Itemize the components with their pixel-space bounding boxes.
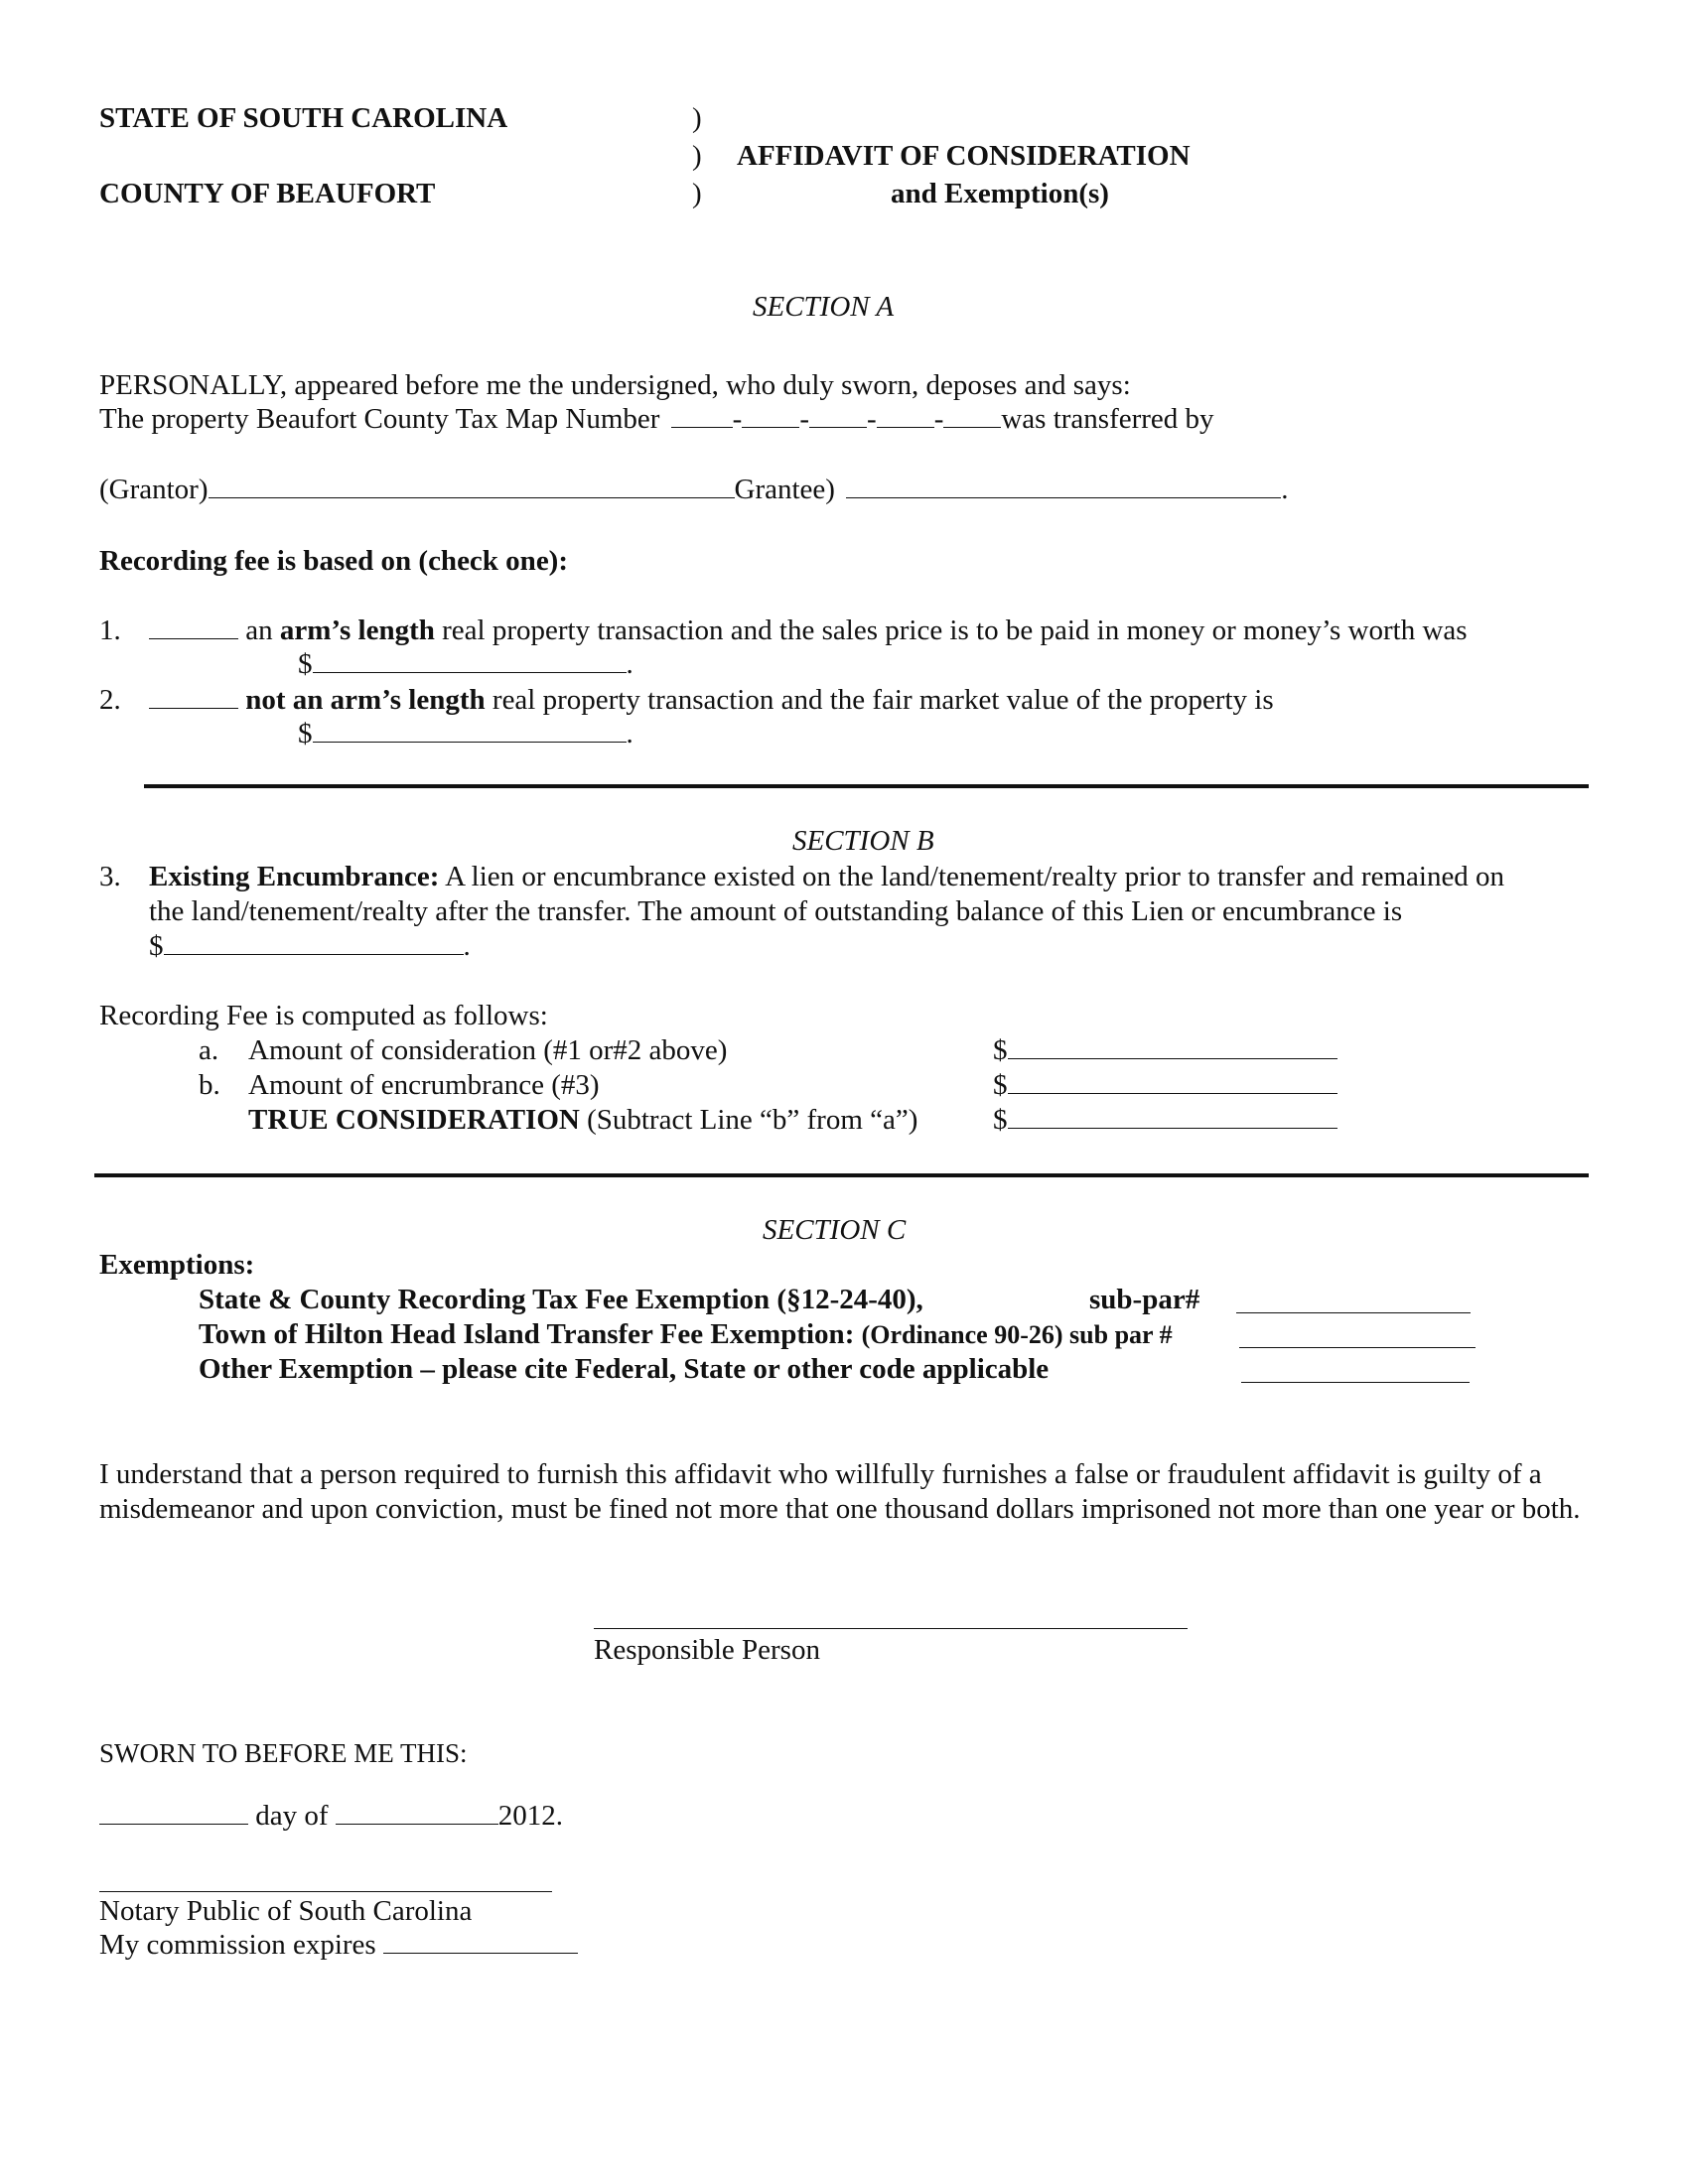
item-1-line [149, 614, 1468, 648]
section-a-divider [144, 784, 1589, 788]
personally-intro: PERSONALLY, appeared before me the undersigned, who duly sworn, deposes and says: [99, 369, 1131, 401]
item-3-line-2: the land/tenement/realty after the transfer. The amount of outstanding balance of this Lien or encumbrance is [149, 895, 1403, 927]
item-3-amount-field[interactable] [164, 930, 464, 955]
exemption-1-field[interactable] [1236, 1312, 1471, 1313]
true-consideration-amount [993, 1103, 1337, 1138]
item-2-number: 2. [99, 684, 121, 716]
exemption-2-label: Town of Hilton Head Island Transfer Fee Exemption: [199, 1318, 855, 1350]
exemption-2-small: (Ordinance 90-26) sub par # [861, 1320, 1173, 1349]
commission-label: My commission expires [99, 1929, 376, 1961]
exemptions-label: Exemptions: [99, 1249, 255, 1281]
item-1-number: 1. [99, 614, 121, 646]
item-2-amount-line [298, 717, 633, 751]
exemption-1-label: State & County Recording Tax Fee Exemption (§12-24-40), [199, 1284, 923, 1315]
tax-map-field-2[interactable] [742, 403, 799, 428]
item-3-number: 3. [99, 861, 121, 892]
item-1-period: . [626, 648, 633, 680]
item-1-checkbox[interactable] [149, 614, 238, 639]
grantor-grantee-line [99, 473, 1288, 507]
tax-map-prefix: The property Beaufort County Tax Map Number [99, 403, 660, 435]
item-2-period: . [626, 718, 633, 750]
item-2-amount-field[interactable] [313, 718, 627, 743]
commission-field[interactable] [383, 1929, 578, 1954]
item-2-bold: not an arm’s length [245, 684, 486, 716]
exemption-1-sub: sub-par# [1089, 1284, 1200, 1315]
day-of-label: day of [255, 1800, 329, 1832]
paren-2: ) [692, 140, 702, 172]
item-2-checkbox[interactable] [149, 684, 238, 709]
responsible-person-label: Responsible Person [594, 1634, 820, 1666]
item-1-amount-field[interactable] [313, 648, 627, 673]
tax-map-field-1[interactable] [671, 403, 733, 428]
dash-4: - [933, 403, 944, 435]
line-b-field[interactable] [1008, 1069, 1337, 1094]
item-2-dollar: $ [298, 718, 313, 750]
item-3-amount-line [149, 929, 471, 964]
year-label: 2012. [497, 1800, 564, 1832]
affidavit-title: AFFIDAVIT OF CONSIDERATION [737, 140, 1191, 172]
line-a-label: Amount of consideration (#1 or#2 above) [248, 1034, 728, 1066]
dash-1: - [732, 403, 743, 435]
recording-fee-label: Recording fee is based on (check one): [99, 545, 569, 577]
true-consideration-rest: (Subtract Line “b” from “a”) [587, 1104, 918, 1136]
true-consideration-field[interactable] [1008, 1104, 1337, 1129]
paren-1: ) [692, 102, 702, 134]
true-consideration-dollar: $ [993, 1104, 1008, 1136]
item-2-after: real property transaction and the fair market value of the property is [492, 684, 1274, 716]
notary-public-label: Notary Public of South Carolina [99, 1895, 473, 1927]
tax-map-field-3[interactable] [809, 403, 867, 428]
line-a-field[interactable] [1008, 1034, 1337, 1059]
line-b-dollar: $ [993, 1069, 1008, 1101]
true-consideration-bold: TRUE CONSIDERATION [248, 1104, 580, 1136]
grantee-field[interactable] [846, 474, 1281, 498]
paren-3: ) [692, 178, 702, 209]
tax-map-suffix: was transferred by [1001, 403, 1214, 435]
section-c-heading: SECTION C [763, 1214, 907, 1246]
item-2-line [149, 683, 1274, 718]
dash-2: - [799, 403, 810, 435]
item-3-bold: Existing Encumbrance: [149, 861, 440, 892]
statement-paragraph: I understand that a person required to furnish this affidavit who willfully furnishes a false or fraudulent affidavit is guilty of a misdemeanor and upon conviction, must be fined not more that one thousand dollars imprisoned not more than one year or both. [99, 1458, 1581, 1525]
item-1-amount-line [298, 647, 633, 682]
tax-map-field-5[interactable] [943, 403, 1001, 428]
true-consideration-label [248, 1103, 917, 1138]
item-3-line-1 [149, 860, 1504, 894]
item-1-before: an [245, 614, 273, 646]
affidavit-subtitle: and Exemption(s) [891, 178, 1109, 209]
month-field[interactable] [336, 1800, 498, 1825]
grantee-label: Grantee) [734, 474, 835, 505]
grantee-period: . [1281, 474, 1289, 505]
section-b-heading: SECTION B [792, 825, 934, 857]
item-3-period: . [463, 930, 471, 962]
county-label: COUNTY OF BEAUFORT [99, 178, 436, 209]
line-a-letter: a. [199, 1034, 219, 1066]
item-3-dollar: $ [149, 930, 164, 962]
tax-map-field-4[interactable] [877, 403, 934, 428]
day-of-line [99, 1799, 563, 1834]
item-1-bold: arm’s length [279, 614, 435, 646]
notary-signature-line[interactable] [99, 1891, 552, 1892]
computed-label: Recording Fee is computed as follows: [99, 1000, 548, 1031]
line-a-dollar: $ [993, 1034, 1008, 1066]
exemption-2-line [199, 1317, 1173, 1352]
tax-map-line [99, 402, 1214, 437]
line-b-amount [993, 1068, 1337, 1103]
section-a-heading: SECTION A [753, 291, 895, 323]
exemption-3-label: Other Exemption – please cite Federal, State or other code applicable [199, 1353, 1050, 1385]
grantor-field[interactable] [209, 474, 735, 498]
line-b-letter: b. [199, 1069, 220, 1101]
line-a-amount [993, 1033, 1337, 1068]
exemption-3-field[interactable] [1241, 1382, 1470, 1383]
exemption-2-field[interactable] [1239, 1347, 1476, 1348]
line-b-label: Amount of encrumbrance (#3) [248, 1069, 600, 1101]
item-3-text-1: A lien or encumbrance existed on the land/tenement/realty prior to transfer and remained on [445, 861, 1505, 892]
grantor-label: (Grantor) [99, 474, 209, 505]
item-1-after: real property transaction and the sales price is to be paid in money or money’s worth was [442, 614, 1468, 646]
sworn-label: SWORN TO BEFORE ME THIS: [99, 1738, 468, 1768]
section-b-divider [94, 1173, 1589, 1177]
item-1-dollar: $ [298, 648, 313, 680]
day-field[interactable] [99, 1800, 248, 1825]
commission-line [99, 1928, 578, 1963]
dash-3: - [867, 403, 877, 435]
responsible-person-signature-line[interactable] [594, 1628, 1188, 1629]
state-label: STATE OF SOUTH CAROLINA [99, 102, 508, 134]
